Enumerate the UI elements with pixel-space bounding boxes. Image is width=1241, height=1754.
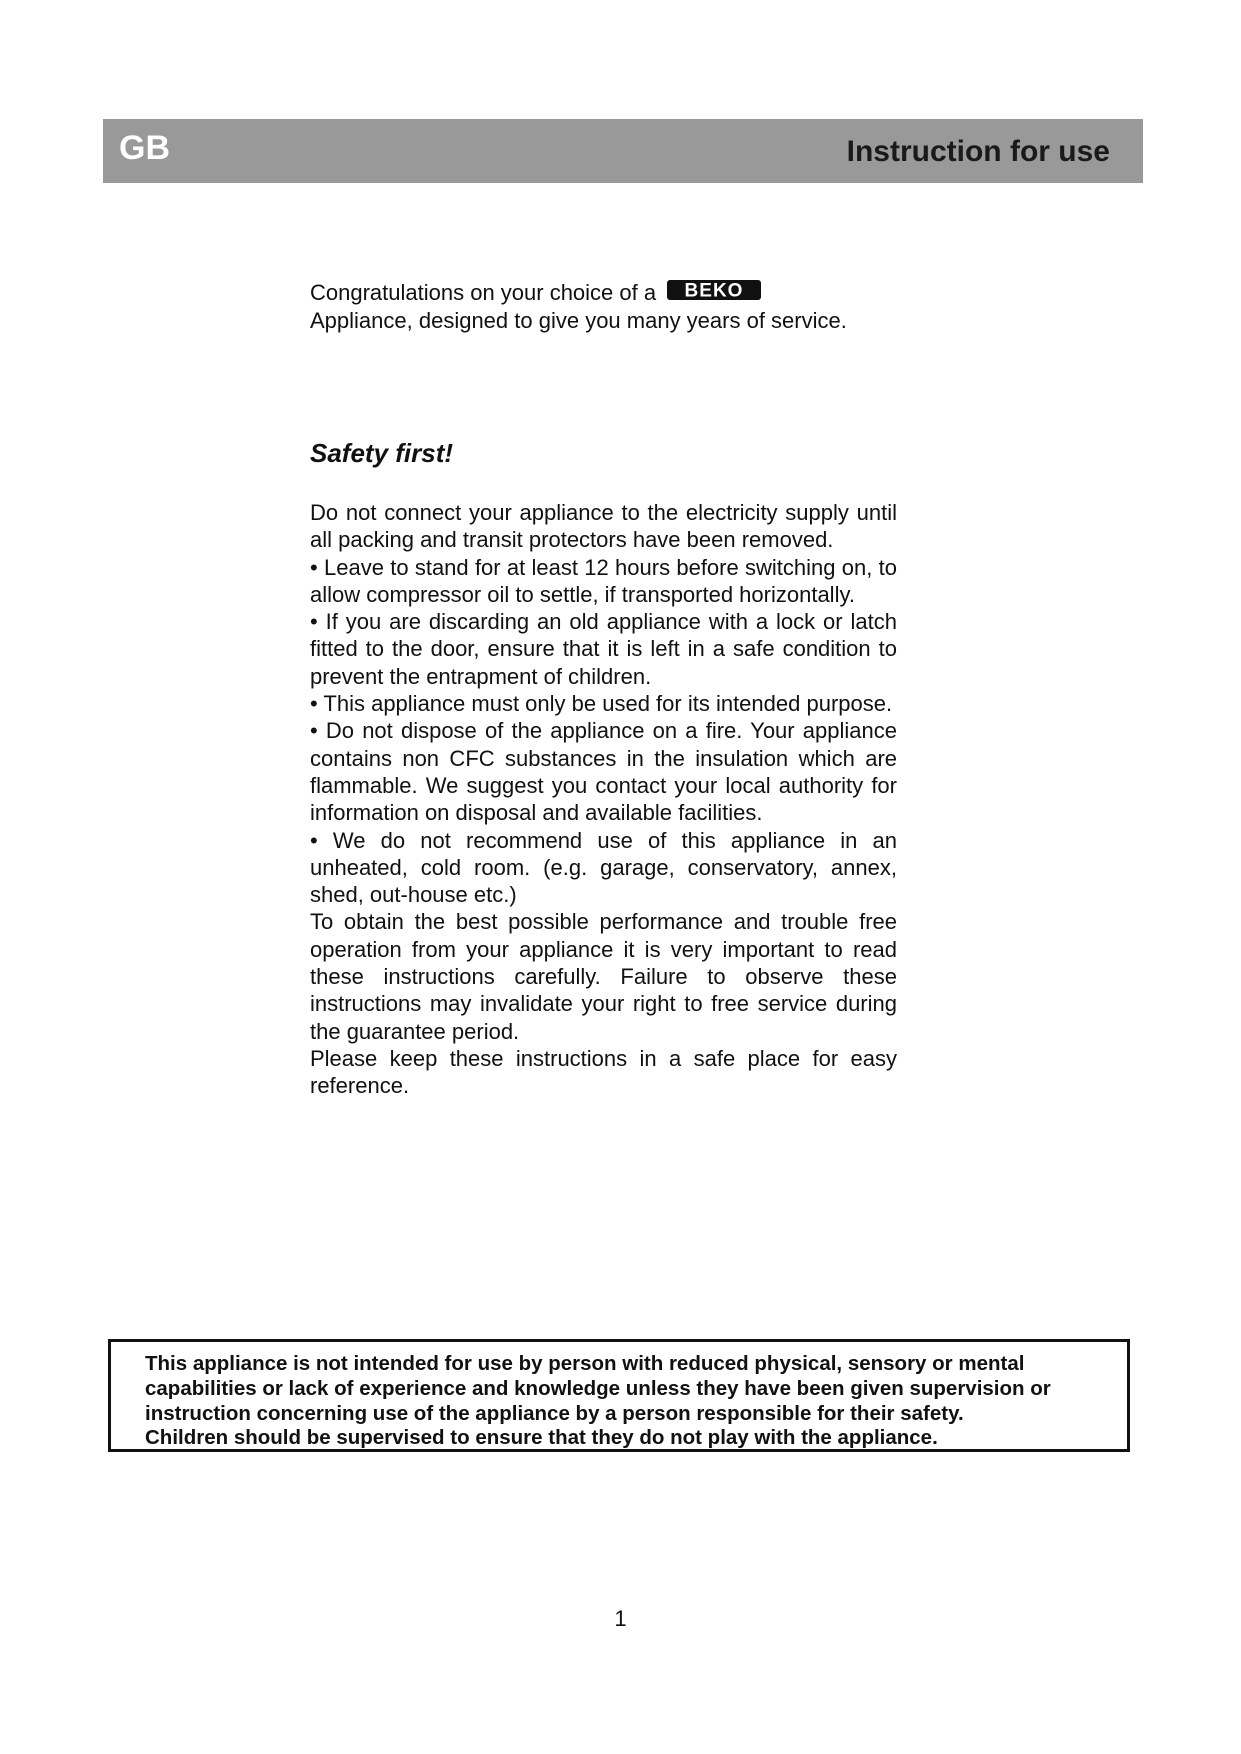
safety-bullet: • If you are discarding an old appliance with a lock or latch fitted to the door, ensure that it is left in a safe condition to prevent the entrapment of children. bbox=[310, 609, 897, 689]
safety-paragraph: To obtain the best possible performance and trouble free operation from your appliance it is very important to read these instructions carefully. Failure to observe these instructions may invalidate your right to free service during the guarantee period. bbox=[310, 909, 897, 1044]
safety-paragraph: Do not connect your appliance to the electricity supply until all packing and transit protectors have been removed. bbox=[310, 500, 897, 553]
notice-paragraph-1: This appliance is not intended for use by person with reduced physical, sensory or mental capabilities or lack of experience and knowledge unless they have been given supervision or instruction concerning use of the appliance by a person responsible for their safety. bbox=[145, 1352, 1051, 1425]
beko-logo bbox=[666, 278, 762, 309]
intro-text: Congratulations on your choice of a bbox=[310, 280, 657, 305]
country-code: GB bbox=[119, 129, 170, 167]
notice-paragraph-2: Children should be supervised to ensure that they do not play with the appliance. bbox=[145, 1426, 938, 1450]
safety-bullet: • We do not recommend use of this appliance in an unheated, cold room. (e.g. garage, conservatory, annex, shed, out-house etc.) bbox=[310, 827, 897, 908]
safety-notice-box bbox=[108, 1339, 1130, 1452]
safety-bullet: • This appliance must only be used for its intended purpose. bbox=[310, 691, 893, 717]
safety-heading: Safety first! bbox=[310, 438, 454, 468]
header-bar bbox=[103, 119, 1143, 183]
page-number: 1 bbox=[614, 1606, 627, 1631]
safety-instructions bbox=[310, 499, 897, 1100]
intro-section bbox=[310, 276, 930, 335]
svg-text:BEKO: BEKO bbox=[684, 280, 744, 302]
document-title: Instruction for use bbox=[846, 135, 1110, 168]
safety-bullet: • Do not dispose of the appliance on a fire. Your appliance contains non CFC substances in the insulation which are flammable. We suggest you contact your local authority for information on disposal and available facilities. bbox=[310, 718, 897, 826]
intro-line-2: Appliance, designed to give you many years of service. bbox=[310, 308, 847, 333]
intro-line-1 bbox=[310, 276, 930, 307]
safety-bullet: • Leave to stand for at least 12 hours before switching on, to allow compressor oil to settle, if transported horizontally. bbox=[310, 554, 897, 607]
safety-paragraph: Please keep these instructions in a safe place for easy reference. bbox=[310, 1045, 897, 1099]
